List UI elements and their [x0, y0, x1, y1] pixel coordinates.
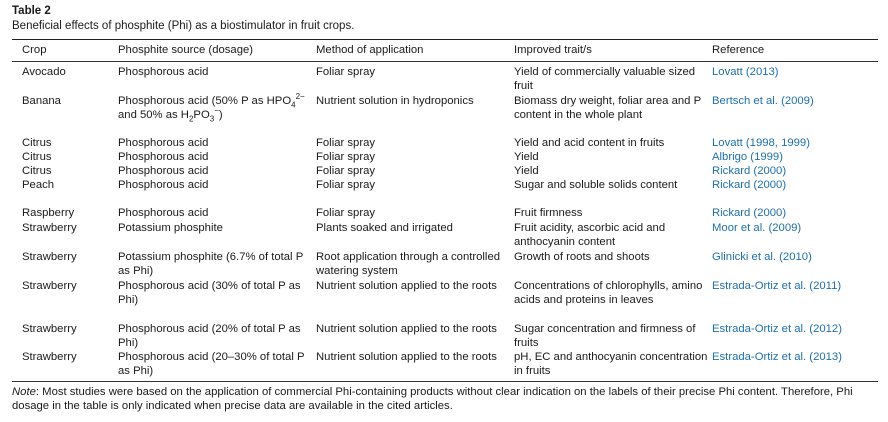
cell-method: Nutrient solution applied to the roots — [316, 323, 497, 335]
table-row — [12, 250, 878, 279]
cell-crop: Strawberry — [22, 280, 77, 292]
table-row — [12, 94, 878, 136]
table-row — [12, 65, 878, 94]
subscript: 3 — [209, 114, 215, 124]
cell-reference-link[interactable]: Estrada-Ortiz et al. (2012) — [712, 323, 842, 335]
table-label: Table 2 — [12, 5, 51, 17]
cell-source: Phosphorous acid — [118, 165, 209, 177]
header-reference: Reference — [712, 44, 765, 56]
subscript: 4 — [291, 100, 296, 110]
cell-crop: Citrus — [22, 151, 52, 163]
cell-reference-link[interactable]: Moor et al. (2009) — [712, 222, 802, 234]
cell-trait: Yield of commercially valuable sized fruit — [514, 66, 696, 92]
subscript: 2 — [188, 114, 194, 124]
bottom-rule — [12, 381, 878, 382]
cell-crop: Banana — [22, 95, 61, 107]
header-source: Phosphite source (dosage) — [118, 44, 254, 56]
cell-source: Phosphorous acid (20% of total P as Phi) — [118, 323, 301, 349]
note-text: : Most studies were based on the application of commercial Phi-containing products without clear indication on the labels of their precise Phi content. Therefore, Phi dosage in the table is only indicated when precise data are available in the cited articles. — [12, 386, 853, 412]
superscript: − — [214, 106, 219, 116]
cell-trait: Yield — [514, 165, 539, 177]
table-note — [12, 385, 878, 413]
cell-reference-link[interactable]: Glinicki et al. (2010) — [712, 251, 812, 263]
cell-source: Phosphorous acid — [118, 66, 209, 78]
cell-crop: Avocado — [22, 66, 66, 78]
cell-source: Phosphorous acid (30% of total P as Phi) — [118, 280, 301, 306]
cell-reference-link[interactable]: Bertsch et al. (2009) — [712, 95, 814, 107]
cell-method: Nutrient solution in hydroponics — [316, 95, 474, 107]
cell-method: Plants soaked and irrigated — [316, 222, 453, 234]
table-container — [12, 4, 878, 413]
table-row — [12, 221, 878, 250]
cell-crop: Strawberry — [22, 251, 77, 263]
cell-crop: Citrus — [22, 165, 52, 177]
cell-trait: Sugar concentration and firmness of fruits — [514, 323, 696, 349]
cell-source: Phosphorous acid — [118, 137, 209, 149]
cell-crop: Strawberry — [22, 323, 77, 335]
cell-trait: Concentrations of chlorophylls, amino acids and proteins in leaves — [514, 280, 703, 306]
cell-method: Foliar spray — [316, 165, 376, 177]
superscript: 2− — [295, 92, 305, 102]
cell-method: Root application through a controlled watering system — [316, 251, 501, 277]
cell-method: Foliar spray — [316, 137, 376, 149]
header-method: Method of application — [316, 44, 424, 56]
table-row — [12, 150, 878, 164]
cell-method: Foliar spray — [316, 179, 376, 191]
cell-source: Phosphorous acid — [118, 207, 209, 219]
table-row — [12, 178, 878, 206]
cell-trait: Biomass dry weight, foliar area and P content in the whole plant — [514, 95, 701, 121]
cell-reference-link[interactable]: Estrada-Ortiz et al. (2011) — [712, 280, 842, 292]
header-trait: Improved trait/s — [514, 44, 592, 56]
cell-method: Nutrient solution applied to the roots — [316, 351, 497, 363]
cell-reference-link[interactable]: Rickard (2000) — [712, 207, 787, 219]
cell-crop: Strawberry — [22, 222, 77, 234]
source-text: ) — [218, 109, 223, 121]
table-row — [12, 322, 878, 350]
cell-source: Phosphorous acid (20–30% of total P as Phi) — [118, 351, 305, 377]
table-row — [12, 206, 878, 221]
cell-method: Foliar spray — [316, 151, 376, 163]
source-text: PO — [193, 109, 210, 121]
source-text: Phosphorous acid (50% P as HPO — [118, 95, 292, 107]
note-label: Note — [12, 386, 36, 398]
cell-reference-link[interactable]: Lovatt (1998, 1999) — [712, 137, 810, 149]
cell-trait: Growth of roots and shoots — [514, 251, 650, 263]
table-row — [12, 350, 878, 379]
cell-source — [118, 94, 316, 136]
table-row — [12, 164, 878, 178]
cell-source: Potassium phosphite — [118, 222, 223, 234]
cell-trait: Yield and acid content in fruits — [514, 137, 665, 149]
cell-trait: Fruit acidity, ascorbic acid and anthocyanin content — [514, 222, 666, 248]
source-text: and 50% as H — [118, 109, 189, 121]
header-crop: Crop — [22, 44, 47, 56]
cell-crop: Peach — [22, 179, 55, 191]
cell-crop: Citrus — [22, 137, 52, 149]
cell-method: Foliar spray — [316, 66, 376, 78]
table-row — [12, 279, 878, 322]
cell-method: Nutrient solution applied to the roots — [316, 280, 497, 292]
data-table — [12, 40, 878, 379]
cell-reference-link[interactable]: Lovatt (2013) — [712, 66, 779, 78]
table-row — [12, 136, 878, 150]
cell-crop: Strawberry — [22, 351, 77, 363]
cell-source: Phosphorous acid — [118, 179, 209, 191]
cell-trait: Sugar and soluble solids content — [514, 179, 678, 191]
cell-source: Phosphorous acid — [118, 151, 209, 163]
cell-source: Potassium phosphite (6.7% of total P as Phi) — [118, 251, 304, 277]
cell-trait: pH, EC and anthocyanin concentration in fruits — [514, 351, 708, 377]
cell-crop: Raspberry — [22, 207, 75, 219]
cell-reference-link[interactable]: Estrada-Ortiz et al. (2013) — [712, 351, 842, 363]
cell-reference-link[interactable]: Albrigo (1999) — [712, 151, 783, 163]
cell-method: Foliar spray — [316, 207, 376, 219]
cell-trait: Yield — [514, 151, 539, 163]
cell-reference-link[interactable]: Rickard (2000) — [712, 179, 787, 191]
header-row — [12, 40, 878, 61]
cell-reference-link[interactable]: Rickard (2000) — [712, 165, 787, 177]
cell-trait: Fruit firmness — [514, 207, 583, 219]
table-caption: Beneficial effects of phosphite (Phi) as a biostimulator in fruit crops. — [12, 20, 355, 32]
